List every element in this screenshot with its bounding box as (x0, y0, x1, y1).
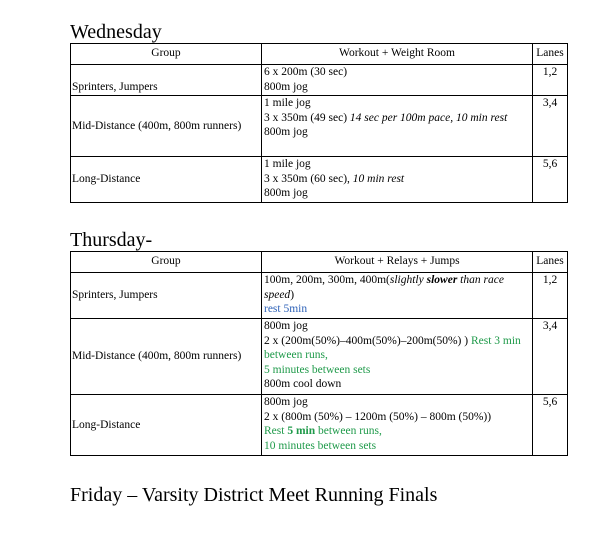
table-header-row (71, 252, 568, 273)
workout-line (264, 111, 530, 126)
table-row (71, 65, 568, 96)
lanes-cell: 5,6 (533, 157, 568, 203)
rest-emphasis: 5 min (287, 425, 316, 437)
lanes-cell: 5,6 (533, 395, 568, 456)
rest-note: rest 5min (264, 303, 308, 315)
workout-cell (262, 96, 533, 157)
group-cell: Long-Distance (71, 395, 262, 456)
workout-line (264, 334, 530, 363)
workout-text: 100m, 200m, 300m, 400m( (264, 274, 390, 286)
wednesday-heading: Wednesday (70, 21, 162, 43)
group-cell: Long-Distance (71, 157, 262, 203)
rest-note: Rest 3 min between runs, (264, 334, 521, 361)
workout-text: ) (290, 288, 295, 301)
workout-line: 2 x (800m (50%) – 1200m (50%) – 800m (50%)) (264, 410, 492, 423)
table-row (71, 157, 568, 203)
workout-text: 2 x (200m(50%)–400m(50%)–200m(50%) ) (264, 334, 471, 347)
workout-line: 800m jog (264, 187, 308, 199)
table-header-row (71, 44, 568, 65)
rest-text: Rest (264, 425, 288, 437)
workout-cell (262, 395, 533, 456)
workout-text: 3 x 350m (60 sec), (264, 172, 353, 185)
table-row (71, 96, 568, 157)
workout-cell (262, 273, 533, 319)
workout-text: 3 x 350m (49 sec) (264, 111, 350, 124)
rest-note (264, 424, 530, 439)
group-header: Group (71, 44, 262, 65)
lanes-cell: 1,2 (533, 273, 568, 319)
rest-text: between runs, (315, 425, 382, 437)
group-cell: Sprinters, Jumpers (71, 273, 262, 319)
workout-note: than race speed (264, 274, 504, 301)
group-cell: Mid-Distance (400m, 800m runners) (71, 96, 262, 157)
rest-note: 5 minutes between sets (264, 363, 371, 376)
friday-heading: Friday – Varsity District Meet Running Finals (70, 484, 438, 506)
lanes-cell: 3,4 (533, 319, 568, 395)
group-cell: Mid-Distance (400m, 800m runners) (71, 319, 262, 395)
workout-note: 10 min rest (352, 172, 405, 185)
lanes-cell: 1,2 (533, 65, 568, 96)
thursday-table (70, 251, 568, 456)
workout-cell (262, 157, 533, 203)
workout-line: 6 x 200m (30 sec) (264, 66, 348, 78)
workout-note: 14 sec per 100m pace, 10 min rest (349, 111, 508, 124)
table-row (71, 273, 568, 319)
lanes-header: Lanes (533, 252, 568, 273)
workout-cell (262, 319, 533, 395)
group-label: Sprinters, Jumpers (72, 80, 158, 93)
workout-line (264, 273, 530, 302)
workout-line: 800m jog (264, 396, 308, 408)
group-header: Group (71, 252, 262, 273)
lanes-header: Lanes (533, 44, 568, 65)
rest-note: 10 minutes between sets (264, 439, 377, 452)
workout-line: 1 mile jog (264, 97, 311, 109)
group-cell (71, 65, 262, 96)
workout-line: 800m jog (264, 80, 308, 93)
workout-line: 800m cool down (264, 378, 342, 390)
table-row (71, 319, 568, 395)
thursday-heading: Thursday- (70, 229, 153, 251)
workout-line: 800m jog (264, 126, 308, 138)
wednesday-table (70, 43, 568, 203)
table-row (71, 395, 568, 456)
workout-header: Workout + Relays + Jumps (262, 252, 533, 273)
workout-line (264, 172, 530, 187)
workout-line: 800m jog (264, 320, 308, 332)
workout-note: slightly (389, 274, 427, 286)
lanes-cell: 3,4 (533, 96, 568, 157)
workout-header: Workout + Weight Room (262, 44, 533, 65)
emphasis-text: slower (426, 274, 458, 286)
workout-line: 1 mile jog (264, 158, 311, 170)
workout-cell (262, 65, 533, 96)
